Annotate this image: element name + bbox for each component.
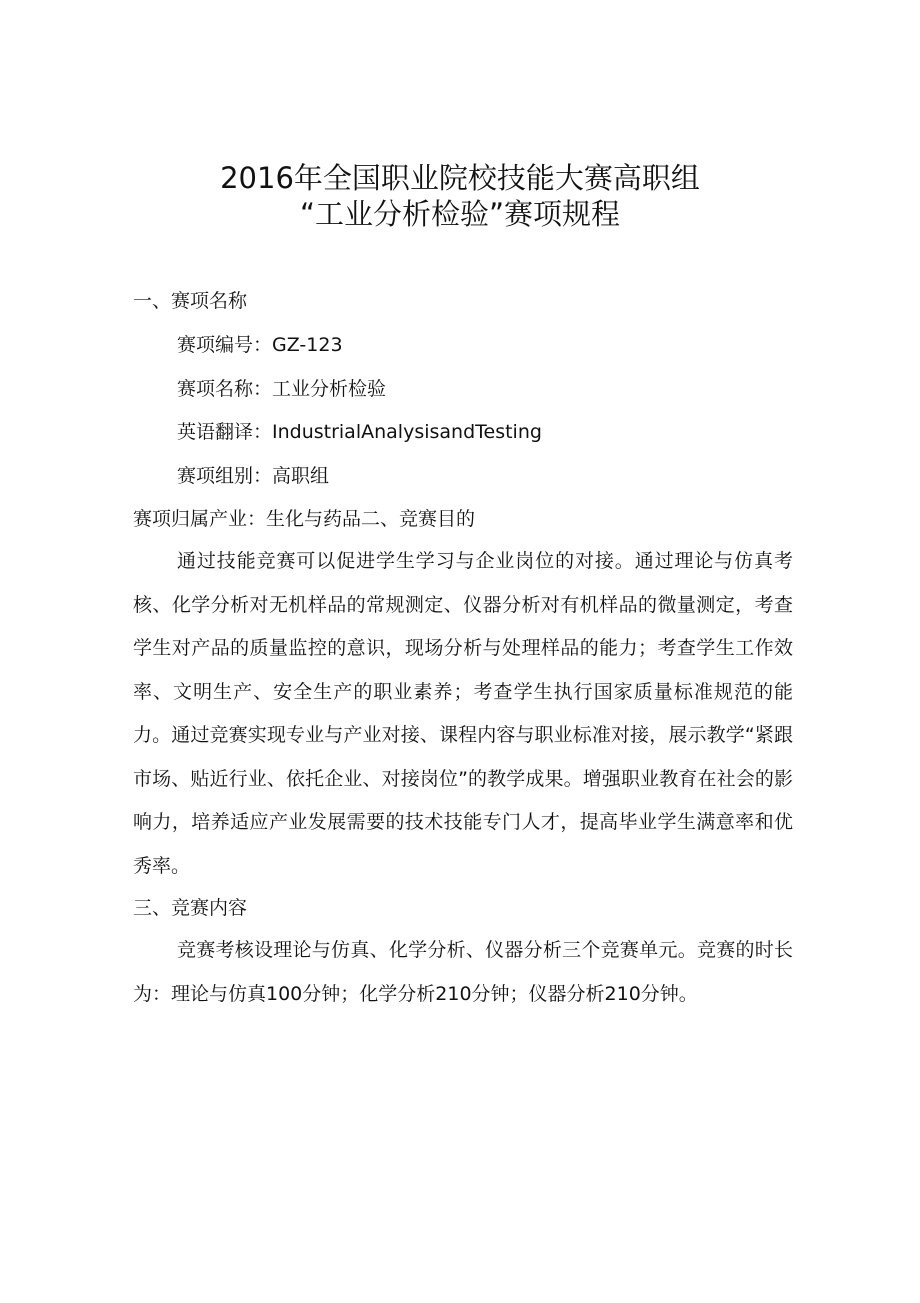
document-title-line-2: “工业分析检验”赛项规程 [299, 197, 621, 231]
event-code: 赛项编号：GZ-123 [177, 334, 343, 356]
section-3-paragraph: 竞赛考核设理论与仿真、化学分析、仪器分析三个竞赛单元。竞赛的时长为：理论与仿真100分钟；化学分析210分钟；仪器分析210分钟。 [133, 939, 793, 1005]
english-translation: 英语翻译：IndustrialAnalysisandTesting [177, 421, 542, 443]
industry-and-section-2-heading: 赛项归属产业：生化与药品二、竞赛目的 [133, 508, 476, 530]
event-name: 赛项名称：工业分析检验 [177, 378, 387, 400]
event-group: 赛项组别：高职组 [177, 465, 330, 487]
section-3-heading: 三、竞赛内容 [133, 897, 248, 919]
document-title-line-1: 2016年全国职业院校技能大赛高职组 [220, 161, 700, 195]
section-2-paragraph: 通过技能竞赛可以促进学生学习与企业岗位的对接。通过理论与仿真考核、化学分析对无机样品的常规测定、仪器分析对有机样品的微量测定，考查学生对产品的质量监控的意识，现场分析与处理样品的能力；考查学生工作效率、文明生产、安全生产的职业素养；考查学生执行国家质量标准规范的能力。通过竞赛实现专业与产业对接、课程内容与职业标准对接，展示教学“紧跟市场、贴近行业、依托企业、对接岗位”的教学成果。增强职业教育在社会的影响力，培养适应产业发展需要的技术技能专门人才，提高毕业学生满意率和优秀率。 [133, 550, 793, 877]
section-1-heading: 一、赛项名称 [133, 290, 248, 312]
